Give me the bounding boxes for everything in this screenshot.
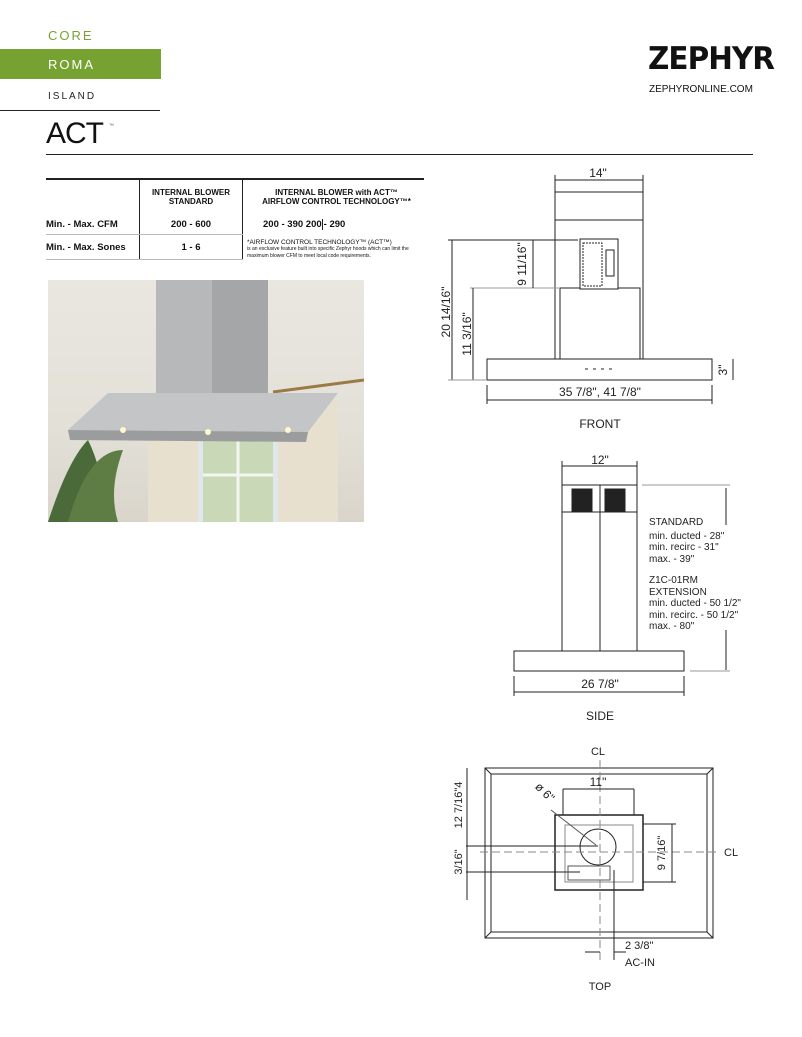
svg-text:min. recirc. - 50 1/2": min. recirc. - 50 1/2" — [649, 610, 739, 621]
hood-type: ISLAND — [48, 91, 97, 102]
top-duct-diameter: ø 6" — [532, 779, 558, 805]
act-note: *AIRFLOW CONTROL TECHNOLOGY™ (ACT™) is an exclusive feature built into specific Zephyr hoods which can limit the maximum blower CFM to meet local code requirements. — [243, 235, 425, 260]
front-depth: 3" — [716, 364, 730, 376]
website-link[interactable]: ZEPHYRONLINE.COM — [649, 84, 753, 95]
svg-text:Z1C-01RM: Z1C-01RM — [649, 575, 698, 586]
act-logo: ACT — [46, 117, 103, 150]
side-label: SIDE — [585, 709, 615, 723]
side-view — [514, 453, 741, 723]
svg-text:STANDARD: STANDARD — [649, 517, 704, 528]
act-trademark: ™ — [109, 123, 114, 129]
top-cl-right-label: CL — [724, 847, 739, 859]
side-width: 26 7/8" — [581, 677, 619, 691]
front-height-blower: 9 11/16" — [515, 242, 529, 286]
side-width-top: 12" — [591, 453, 609, 467]
header-act: INTERNAL BLOWER with ACT™ AIRFLOW CONTROL TECHNOLOGY™* — [243, 179, 425, 214]
top-offset-left: 12 7/16"4 — [453, 781, 465, 829]
table-row: Min. - Max. CFM 200 - 600 200 - 390 200 - 290 — [46, 214, 424, 235]
svg-text:min. recirc - 31": min. recirc - 31" — [649, 542, 719, 553]
front-height-total: 20 14/16" — [439, 286, 453, 338]
front-view — [439, 166, 733, 431]
top-box-height: 9 7/16" — [656, 835, 668, 871]
top-box-width: 11" — [589, 775, 607, 789]
top-cl-label: CL — [590, 746, 606, 758]
svg-text:min. ducted - 28": min. ducted - 28" — [649, 531, 725, 542]
top-view — [453, 746, 738, 993]
top-offset-left-2: 3/16" — [453, 849, 465, 875]
side-height-notes — [649, 517, 741, 632]
model-name: ROMA — [48, 57, 95, 72]
zephyr-logo: ZEPHYR — [648, 41, 775, 77]
series-label: CORE — [48, 28, 94, 43]
svg-text:EXTENSION: EXTENSION — [649, 587, 707, 598]
front-width: 35 7/8", 41 7/8" — [559, 385, 641, 399]
ac-in-label: AC-IN — [625, 957, 655, 969]
ac-offset: 2 3/8" — [625, 940, 654, 952]
table-row: Min. - Max. Sones 1 - 6 *AIRFLOW CONTROL TECHNOLOGY™ (ACT™) is an exclusive feature built into specific Zephyr hoods which can limit the maximum blower CFM to meet local code requirements. — [46, 235, 424, 260]
svg-text:max. - 39": max. - 39" — [649, 554, 695, 565]
front-label: FRONT — [579, 417, 621, 431]
front-width-top: 14" — [589, 166, 607, 180]
svg-text:max. - 80": max. - 80" — [649, 621, 695, 632]
top-label: TOP — [588, 981, 612, 993]
svg-text:min. ducted - 50 1/2": min. ducted - 50 1/2" — [649, 598, 741, 609]
front-height-lower: 11 3/16" — [460, 312, 474, 356]
header-standard: INTERNAL BLOWER STANDARD — [140, 179, 243, 214]
